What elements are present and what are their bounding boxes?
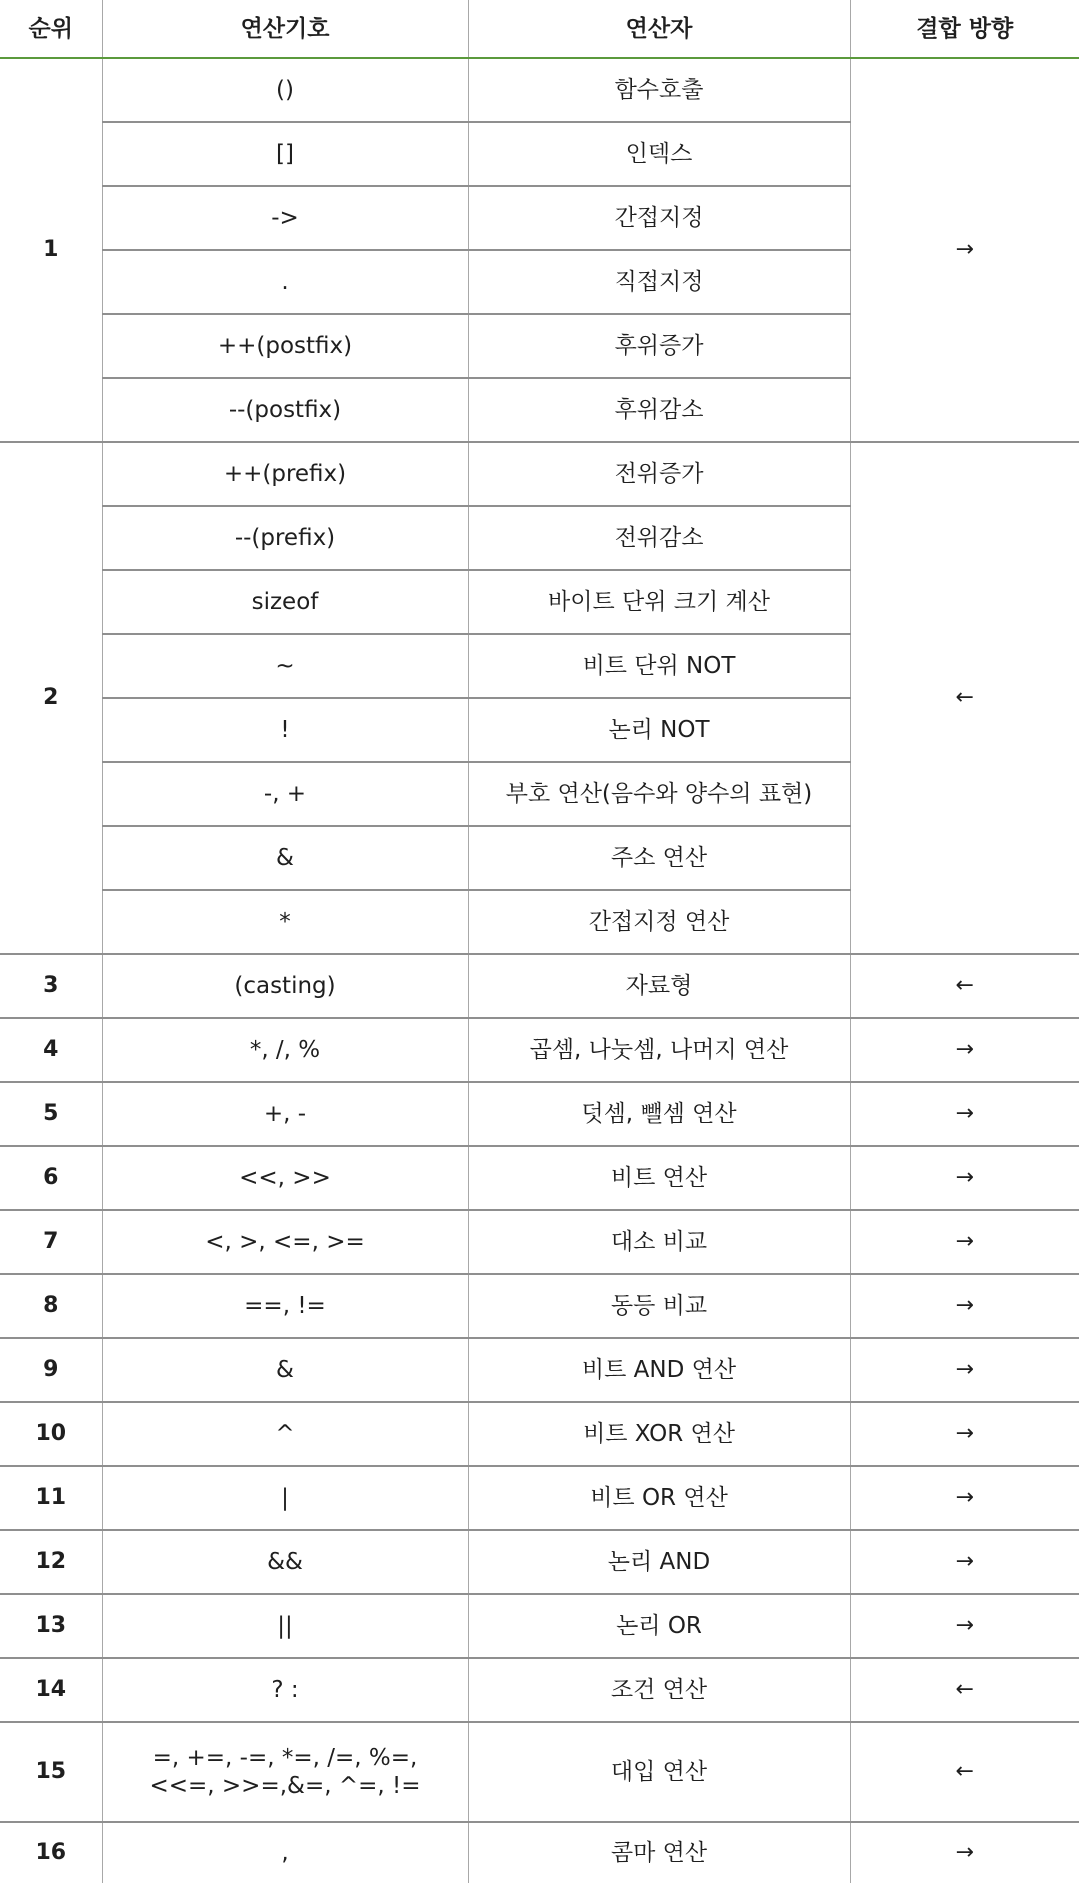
- table-row: [0, 1274, 1079, 1338]
- symbol-cell: &: [102, 1338, 468, 1402]
- header-direction: 결합 방향: [850, 0, 1079, 58]
- symbol-cell: *: [102, 890, 468, 954]
- direction-arrow-icon: →: [850, 1338, 1079, 1402]
- symbol-cell: &&: [102, 1530, 468, 1594]
- rank-cell: 13: [0, 1594, 102, 1658]
- table-row: [0, 442, 1079, 506]
- operator-cell: 전위증가: [468, 442, 850, 506]
- symbol-cell: <<, >>: [102, 1146, 468, 1210]
- operator-cell: 비트 연산: [468, 1146, 850, 1210]
- symbol-cell: sizeof: [102, 570, 468, 634]
- symbol-cell: --(postfix): [102, 378, 468, 442]
- symbol-cell: +, -: [102, 1082, 468, 1146]
- symbol-cell: ->: [102, 186, 468, 250]
- table-row: [0, 1082, 1079, 1146]
- table-row: [0, 1146, 1079, 1210]
- header-row: [0, 0, 1079, 58]
- symbol-cell: ==, !=: [102, 1274, 468, 1338]
- rank-cell: 11: [0, 1466, 102, 1530]
- operator-cell: 부호 연산(음수와 양수의 표현): [468, 762, 850, 826]
- symbol-cell: ,: [102, 1822, 468, 1883]
- rank-cell: 5: [0, 1082, 102, 1146]
- direction-arrow-icon: →: [850, 1018, 1079, 1082]
- symbol-cell: []: [102, 122, 468, 186]
- header-rank: 순위: [0, 0, 102, 58]
- rank-cell: 4: [0, 1018, 102, 1082]
- operator-cell: 덧셈, 뺄셈 연산: [468, 1082, 850, 1146]
- direction-arrow-icon: →: [850, 1822, 1079, 1883]
- operator-cell: 함수호출: [468, 58, 850, 122]
- symbol-cell: ^: [102, 1402, 468, 1466]
- symbol-cell: ||: [102, 1594, 468, 1658]
- rank-cell: 2: [0, 442, 102, 954]
- operator-cell: 바이트 단위 크기 계산: [468, 570, 850, 634]
- symbol-cell: -, +: [102, 762, 468, 826]
- direction-arrow-icon: →: [850, 1466, 1079, 1530]
- operator-cell: 대소 비교: [468, 1210, 850, 1274]
- direction-arrow-icon: →: [850, 1146, 1079, 1210]
- operator-cell: 간접지정 연산: [468, 890, 850, 954]
- symbol-cell: *, /, %: [102, 1018, 468, 1082]
- symbol-cell: (): [102, 58, 468, 122]
- operator-cell: 비트 OR 연산: [468, 1466, 850, 1530]
- operator-cell: 인덱스: [468, 122, 850, 186]
- operator-cell: 후위증가: [468, 314, 850, 378]
- operator-cell: 대입 연산: [468, 1722, 850, 1822]
- operator-cell: 주소 연산: [468, 826, 850, 890]
- rank-cell: 9: [0, 1338, 102, 1402]
- direction-arrow-icon: →: [850, 1530, 1079, 1594]
- rank-cell: 15: [0, 1722, 102, 1822]
- operator-cell: 전위감소: [468, 506, 850, 570]
- operator-cell: 논리 NOT: [468, 698, 850, 762]
- rank-cell: 7: [0, 1210, 102, 1274]
- symbol-cell: .: [102, 250, 468, 314]
- direction-arrow-icon: →: [850, 1082, 1079, 1146]
- rank-cell: 1: [0, 58, 102, 442]
- table-row: [0, 1822, 1079, 1883]
- table-row: [0, 954, 1079, 1018]
- table-row: [0, 58, 1079, 122]
- symbol-cell: !: [102, 698, 468, 762]
- direction-arrow-icon: →: [850, 1274, 1079, 1338]
- rank-cell: 10: [0, 1402, 102, 1466]
- operator-cell: 간접지정: [468, 186, 850, 250]
- symbol-cell: ++(prefix): [102, 442, 468, 506]
- direction-arrow-icon: ←: [850, 442, 1079, 954]
- table-row: [0, 1018, 1079, 1082]
- operator-cell: 자료형: [468, 954, 850, 1018]
- operator-cell: 후위감소: [468, 378, 850, 442]
- rank-cell: 8: [0, 1274, 102, 1338]
- symbol-cell: ++(postfix): [102, 314, 468, 378]
- table-row: [0, 1338, 1079, 1402]
- rank-cell: 12: [0, 1530, 102, 1594]
- rank-cell: 6: [0, 1146, 102, 1210]
- table-row: [0, 1722, 1079, 1822]
- table-row: [0, 1658, 1079, 1722]
- operator-cell: 곱셈, 나눗셈, 나머지 연산: [468, 1018, 850, 1082]
- operator-cell: 논리 AND: [468, 1530, 850, 1594]
- symbol-cell: (casting): [102, 954, 468, 1018]
- direction-arrow-icon: ←: [850, 954, 1079, 1018]
- symbol-cell: =, +=, -=, *=, /=, %=, <<=, >>=,&=, ^=, !=: [102, 1722, 468, 1822]
- table-row: [0, 1402, 1079, 1466]
- table-row: [0, 1466, 1079, 1530]
- rank-cell: 14: [0, 1658, 102, 1722]
- table-row: [0, 1210, 1079, 1274]
- table-row: [0, 1530, 1079, 1594]
- direction-arrow-icon: →: [850, 1594, 1079, 1658]
- header-operator: 연산자: [468, 0, 850, 58]
- operator-cell: 비트 단위 NOT: [468, 634, 850, 698]
- symbol-cell: ? :: [102, 1658, 468, 1722]
- direction-arrow-icon: ←: [850, 1722, 1079, 1822]
- operator-cell: 비트 AND 연산: [468, 1338, 850, 1402]
- symbol-cell: &: [102, 826, 468, 890]
- direction-arrow-icon: →: [850, 1402, 1079, 1466]
- operator-cell: 논리 OR: [468, 1594, 850, 1658]
- symbol-cell: <, >, <=, >=: [102, 1210, 468, 1274]
- operator-cell: 콤마 연산: [468, 1822, 850, 1883]
- table-row: [0, 1594, 1079, 1658]
- rank-cell: 3: [0, 954, 102, 1018]
- direction-arrow-icon: ←: [850, 1658, 1079, 1722]
- symbol-cell: |: [102, 1466, 468, 1530]
- operator-cell: 비트 XOR 연산: [468, 1402, 850, 1466]
- symbol-cell: --(prefix): [102, 506, 468, 570]
- symbol-cell: ~: [102, 634, 468, 698]
- operator-cell: 조건 연산: [468, 1658, 850, 1722]
- operator-cell: 동등 비교: [468, 1274, 850, 1338]
- direction-arrow-icon: →: [850, 1210, 1079, 1274]
- direction-arrow-icon: →: [850, 58, 1079, 442]
- rank-cell: 16: [35, 1840, 67, 1865]
- header-symbol: 연산기호: [102, 0, 468, 58]
- operator-cell: 직접지정: [468, 250, 850, 314]
